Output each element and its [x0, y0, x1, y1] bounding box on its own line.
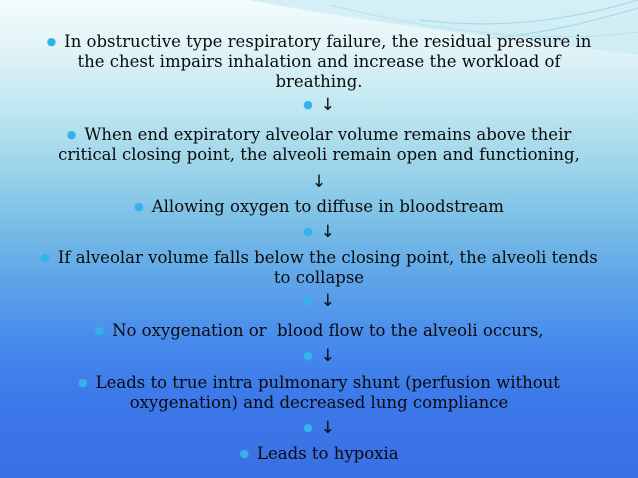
arrow-line [0, 222, 638, 242]
arrow-line [0, 291, 638, 311]
down-arrow-icon: ↓ [320, 418, 335, 438]
down-arrow-icon: ↓ [311, 172, 327, 192]
bullet-icon: ● [303, 349, 313, 362]
arrow-line [0, 346, 638, 366]
arrow-line [0, 172, 638, 192]
text-line: ● Leads to hypoxia [239, 444, 399, 463]
text-line: ● No oxygenation or blood flow to the alveoli occurs, [94, 321, 544, 340]
down-arrow-icon: ↓ [320, 346, 335, 366]
bullet-icon: ● [46, 35, 57, 48]
text-line: oxygenation) and decreased lung compliance [129, 393, 509, 412]
text-line: ● In obstructive type respiratory failure, the residual pressure in [46, 32, 592, 51]
text-line: to collapse [273, 268, 365, 287]
text-line: ● When end expiratory alveolar volume remains above their [66, 125, 572, 144]
bullet-icon: ● [303, 225, 313, 238]
arrow-line [0, 95, 638, 115]
arrow-line [0, 418, 638, 438]
bullet-icon: ● [94, 324, 105, 337]
text-line: the chest impairs inhalation and increase the workload of [77, 52, 561, 71]
bullet-icon: ● [303, 421, 313, 434]
bullet-icon: ● [40, 251, 50, 264]
bullet-icon: ● [303, 294, 313, 307]
text-line: ● If alveolar volume falls below the closing point, the alveoli tends [40, 248, 598, 267]
down-arrow-icon: ↓ [320, 291, 335, 311]
text-line: ● Allowing oxygen to diffuse in bloodstream [134, 197, 504, 216]
bullet-icon: ● [303, 98, 313, 111]
bullet-icon: ● [239, 447, 250, 460]
bullet-icon: ● [134, 200, 144, 213]
bullet-icon: ● [78, 376, 88, 389]
down-arrow-icon: ↓ [320, 95, 335, 115]
text-line: ● Leads to true intra pulmonary shunt (perfusion without [78, 373, 560, 392]
bullet-icon: ● [66, 128, 77, 141]
text-line: breathing. [275, 72, 363, 91]
down-arrow-icon: ↓ [320, 222, 335, 242]
text-line: critical closing point, the alveoli remain open and functioning, [58, 145, 580, 164]
